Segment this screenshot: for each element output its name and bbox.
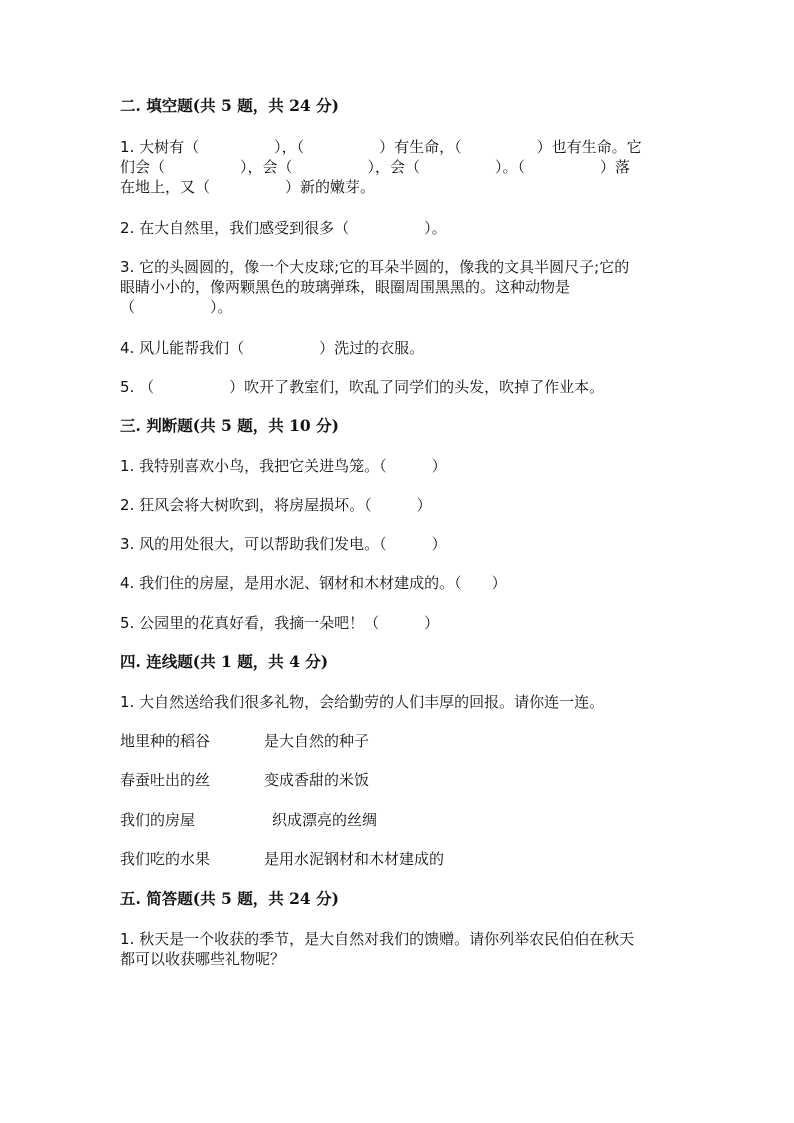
question-text: 眼睛小小的，像两颗黑色的玻璃弹珠，眼圈周围黑黑的。这种动物是 [120,278,571,296]
match-right-item: 是用水泥钢材和木材建成的 [264,850,445,868]
question-text: 在地上，又（ ）新的嫩芽。 [120,178,376,196]
question-text: 4. 风儿能帮我们（ ）洗过的衣服。 [120,339,425,357]
question-text: 3. 它的头圆圆的，像一个大皮球;它的耳朵半圆的，像我的文具半圆尺子;它的 [120,258,630,276]
question-text: 1. 大自然送给我们很多礼物，会给勤劳的人们丰厚的回报。请你连一连。 [120,693,605,711]
question-text: 1. 秋天是一个收获的季节，是大自然对我们的馈赠。请你列举农民伯伯在秋天 [120,930,635,948]
match-left-item: 我们的房屋 [120,811,196,829]
list-item: 5. 公园里的花真好看，我摘一朵吧！（ ） [120,614,440,632]
question-text: 都可以收获哪些礼物呢？ [120,950,286,968]
question-text: （ ）。 [120,298,233,316]
match-left-item: 春蚕吐出的丝 [120,771,211,789]
section-heading-short-answer: 五. 简答题(共 5 题，共 24 分) [120,889,339,908]
match-left-item: 地里种的稻谷 [120,732,211,750]
question-text: 2. 在大自然里，我们感受到很多（ ）。 [120,219,447,237]
list-item: 1. 我特别喜欢小鸟，我把它关进鸟笼。（ ） [120,457,447,475]
list-item: 3. 风的用处很大，可以帮助我们发电。（ ） [120,535,447,553]
list-item: 4. 我们住的房屋，是用水泥、钢材和木材建成的。（ ） [120,574,507,592]
section-heading-matching: 四. 连线题(共 1 题，共 4 分) [120,652,329,671]
match-right-item: 变成香甜的米饭 [264,771,370,789]
question-text: 们会（ ），会（ ），会（ ）。（ ）落 [120,158,631,176]
list-item: 2. 狂风会将大树吹到，将房屋损坏。（ ） [120,496,432,514]
question-text: 5. （ ）吹开了教室们，吹乱了同学们的头发，吹掉了作业本。 [120,378,605,396]
match-right-item: 是大自然的种子 [264,732,370,750]
match-left-item: 我们吃的水果 [120,850,211,868]
section-heading-true-false: 三. 判断题(共 5 题，共 10 分) [120,416,339,435]
match-right-item: 织成漂亮的丝绸 [272,811,378,829]
section-heading-fill-in: 二. 填空题(共 5 题，共 24 分) [120,96,339,115]
question-text: 1. 大树有（ ），（ ）有生命，（ ）也有生命。它 [120,138,642,156]
